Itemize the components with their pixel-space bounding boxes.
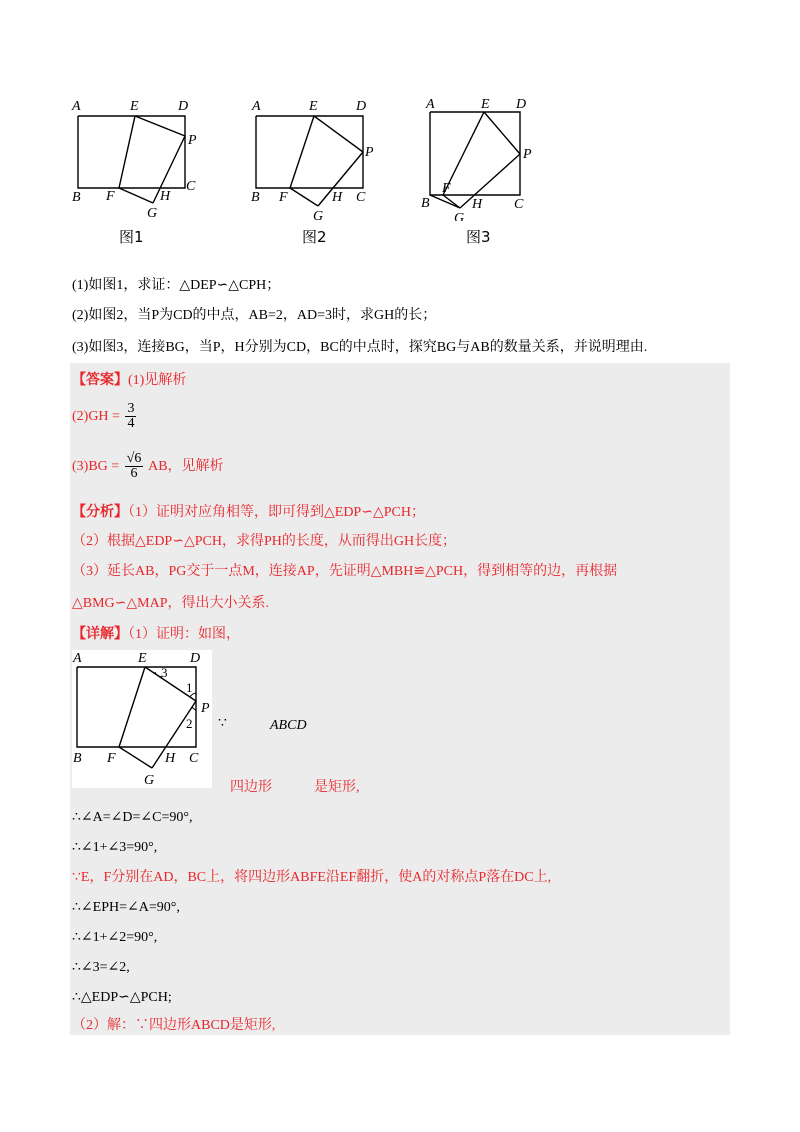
label-P: P: [188, 133, 197, 148]
figure-2-caption: 图2: [302, 228, 327, 246]
angle-label-1: 1: [186, 680, 193, 695]
because-symbol: ∵: [218, 716, 227, 731]
answer-line-2: [72, 400, 138, 434]
figure-2: [246, 96, 396, 221]
detail-text-0: （1）证明：如图，: [128, 627, 240, 642]
detail-step-8: （2）解：∵四边形ABCD是矩形,: [72, 1018, 276, 1033]
fraction-numerator: 3: [127, 401, 135, 417]
detail-step-4: ∴∠EPH=∠A=90°,: [72, 900, 180, 915]
label-D: D: [178, 99, 189, 114]
figure-3: [420, 96, 550, 221]
detail-step-1: ∴∠A=∠D=∠C=90°,: [72, 810, 193, 825]
label-C: C: [186, 179, 196, 194]
label-B: B: [73, 751, 82, 766]
answer-1: (1)见解析: [128, 373, 187, 388]
label-E: E: [309, 99, 318, 114]
answer-tag: 【答案】: [72, 372, 128, 388]
detail-line-0: [72, 624, 240, 645]
label-B: B: [251, 190, 260, 205]
label-E: E: [138, 651, 147, 666]
answer-2-fraction: [125, 402, 136, 431]
question-2: (2)如图2，当P为CD的中点，AB=2，AD=3时，求GH的长；: [72, 308, 437, 323]
label-C: C: [356, 190, 366, 205]
angle-label-2: 2: [186, 716, 193, 731]
label-A: A: [252, 99, 261, 114]
label-H: H: [160, 189, 171, 204]
label-E: E: [481, 97, 490, 112]
label-F: F: [107, 751, 116, 766]
analysis-line-1: [72, 502, 425, 523]
label-F: F: [279, 190, 288, 205]
analysis-tag: 【分析】: [72, 504, 128, 520]
detail-step-2: ∴∠1+∠3=90°,: [72, 840, 158, 855]
answer-2-prefix: (2)GH =: [72, 409, 120, 424]
label-A: A: [73, 651, 82, 666]
angle-label-3: 3: [161, 665, 168, 680]
analysis-line-2: （2）根据△EDP∽△PCH，求得PH的长度，从而得出GH长度；: [72, 534, 457, 549]
detail-step-6: ∴∠3=∠2,: [72, 960, 130, 975]
answer-3-prefix: (3)BG =: [72, 459, 120, 474]
answer-3-fraction: [125, 452, 144, 481]
label-C: C: [514, 197, 524, 212]
label-A: A: [72, 99, 81, 114]
figure-1: [66, 96, 216, 221]
label-G: G: [144, 773, 155, 788]
label-F: F: [442, 181, 451, 196]
detail-step-5: ∴∠1+∠2=90°,: [72, 930, 158, 945]
label-D: D: [516, 97, 527, 112]
answer-3-suffix: AB，见解析: [148, 459, 224, 474]
label-H: H: [332, 190, 343, 205]
analysis-text-1: （1）证明对应角相等，即可得到△EDP∽△PCH；: [128, 505, 425, 520]
label-E: E: [130, 99, 139, 114]
label-P: P: [365, 145, 374, 160]
label-F: F: [106, 189, 115, 204]
rectangle-label: 是矩形,: [314, 780, 360, 795]
figure-3-caption: 图3: [466, 228, 491, 246]
detail-step-7: ∴△EDP∽△PCH;: [72, 990, 172, 1005]
detail-step-3: ∵E，F分别在AD，BC上，将四边形ABFE沿EF翻折，使A的对称点P落在DC上,: [72, 870, 552, 885]
label-A: A: [426, 97, 435, 112]
answer-line-3: [72, 450, 224, 484]
question-1: (1)如图1，求证：△DEP∽△CPH；: [72, 278, 281, 293]
label-H: H: [472, 197, 483, 212]
label-B: B: [72, 190, 81, 205]
label-G: G: [147, 206, 158, 221]
analysis-line-4: △BMG∽△MAP，得出大小关系.: [72, 596, 270, 611]
label-G: G: [313, 209, 324, 221]
label-P: P: [201, 701, 210, 716]
abcd-label: ABCD: [270, 718, 307, 733]
label-P: P: [523, 147, 532, 162]
fraction-numerator: √6: [126, 451, 142, 467]
question-3: (3)如图3，连接BG，当P，H分别为CD，BC的中点时，探究BG与AB的数量关系，并说明理由.: [72, 340, 648, 355]
label-C: C: [189, 751, 199, 766]
figure-1-caption: 图1: [119, 228, 144, 246]
quadrilateral-label: 四边形: [230, 780, 272, 795]
answer-line-1: [72, 370, 186, 391]
label-B: B: [421, 196, 430, 211]
label-D: D: [356, 99, 367, 114]
detail-figure: [72, 650, 212, 788]
detail-tag: 【详解】: [72, 626, 128, 642]
analysis-line-3: （3）延长AB，PG交于一点M，连接AP，先证明△MBH≌△PCH，得到相等的边，再根据: [72, 564, 618, 579]
label-H: H: [165, 751, 176, 766]
label-G: G: [454, 211, 465, 221]
label-D: D: [190, 651, 201, 666]
fraction-denominator: 4: [127, 416, 135, 432]
fraction-denominator: 6: [130, 466, 138, 482]
